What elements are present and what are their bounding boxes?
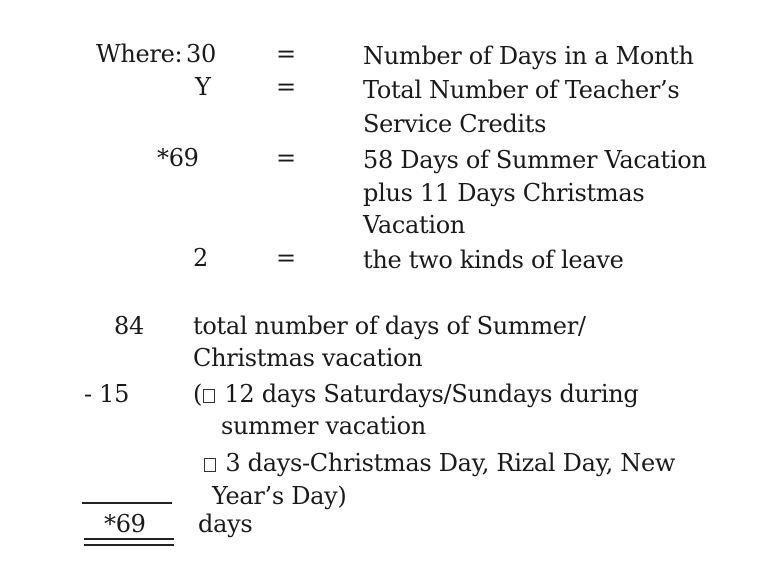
equals-sign: = [276, 144, 296, 172]
legend-definition-30: Number of Days in a Month [363, 42, 694, 70]
deduction-item-2-line1 [203, 451, 675, 475]
open-paren: ( [193, 380, 203, 408]
total-description-line2: Christmas vacation [193, 344, 423, 372]
minus-value: - 15 [84, 380, 130, 408]
legend-symbol-y: Y [195, 73, 211, 101]
legend-definition-y-line2: Service Credits [363, 110, 547, 138]
deduction-item-1-line1 [193, 382, 638, 406]
legend-symbol-30: 30 [186, 40, 216, 68]
result-double-rule-bottom [84, 544, 174, 546]
deduction-item-2-text: 3 days-Christmas Day, Rizal Day, New [225, 449, 676, 477]
deduction-item-1-line2: summer vacation [221, 412, 426, 440]
legend-definition-69-line3: Vacation [363, 211, 466, 239]
legend-definition-69-line1: 58 Days of Summer Vacation [363, 146, 707, 174]
result-value: *69 [104, 510, 146, 538]
deduction-item-2-line2: Year’s Day) [212, 482, 347, 510]
result-double-rule-top [84, 538, 174, 540]
checkbox-square-icon [204, 458, 216, 472]
total-description-line1: total number of days of Summer/ [193, 312, 586, 340]
checkbox-square-icon [203, 389, 215, 403]
equals-sign: = [276, 244, 296, 272]
legend-definition-69-line2: plus 11 Days Christmas [363, 179, 645, 207]
legend-definition-y-line1: Total Number of Teacher’s [363, 76, 680, 104]
result-unit: days [198, 510, 253, 538]
legend-definition-2: the two kinds of leave [363, 246, 624, 274]
total-value: 84 [114, 312, 144, 340]
equals-sign: = [276, 40, 296, 68]
subtraction-rule [82, 502, 172, 504]
where-label: Where: [96, 40, 183, 68]
legend-symbol-2: 2 [193, 244, 208, 272]
legend-symbol-69: *69 [157, 144, 199, 172]
equals-sign: = [276, 73, 296, 101]
deduction-item-1-text: 12 days Saturdays/Sundays during [224, 380, 639, 408]
